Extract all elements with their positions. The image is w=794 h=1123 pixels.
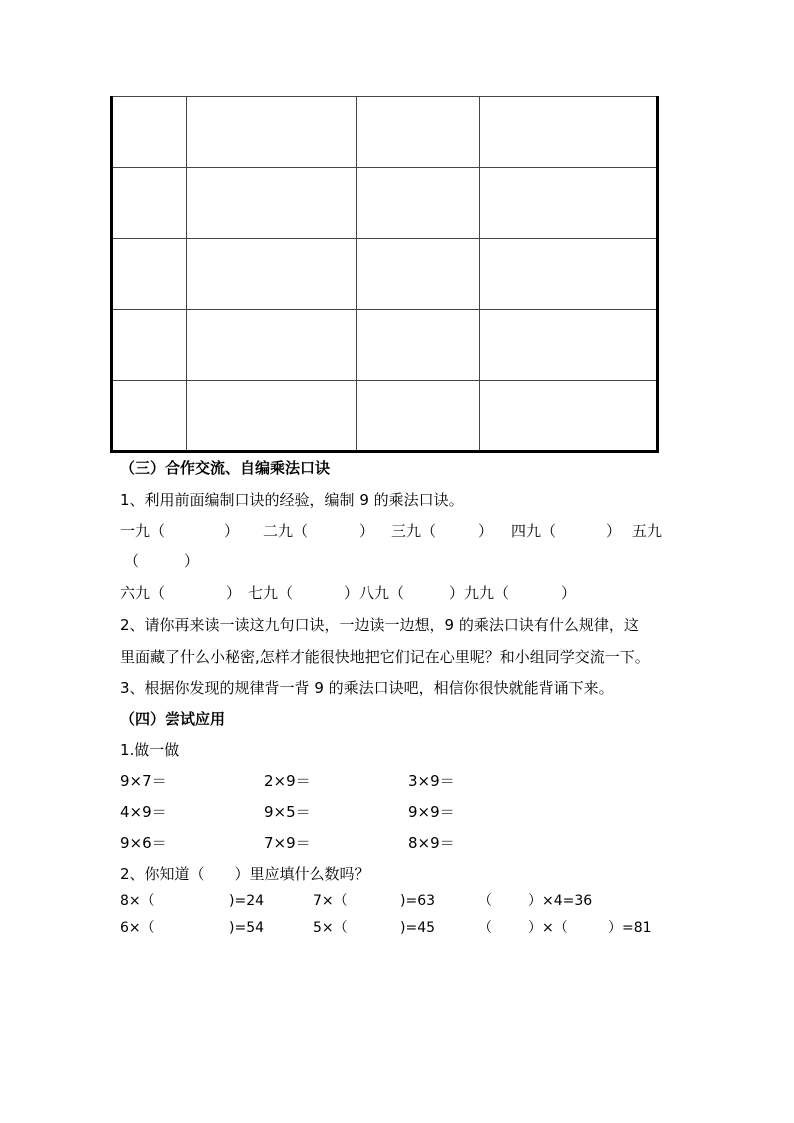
calc-item: 9×5＝ [264,803,311,821]
calc-item: 8×9＝ [408,834,455,852]
blank-label-4x9: 四九（ [511,522,557,540]
table-cell[interactable] [187,381,357,452]
fill-item: )=45 [400,920,436,936]
blank-close: ） [184,552,200,570]
section3-question2-line1: 2、请你再来读一读这九句口诀，一边读一边想，9 的乘法口诀有什么规律，这 [120,616,639,634]
section3-heading: （三）合作交流、自编乘法口诀 [120,459,331,477]
calc-item: 3×9＝ [408,772,455,790]
section3-question3: 3、根据你发现的规律背一背 9 的乘法口诀吧，相信你很快就能背诵下来。 [120,679,614,697]
section3-question1: 1、利用前面编制口诀的经验，编制 9 的乘法口诀。 [120,491,464,509]
table-cell[interactable] [357,168,480,239]
table-cell[interactable] [357,239,480,310]
blank-grid-table [110,96,659,453]
table-cell[interactable] [357,381,480,452]
blank-label-9x9: ）九九（ [449,584,510,602]
fill-item: ）×（ [528,920,568,936]
fill-item: 6×（ [120,920,155,936]
section3-question2-line2: 里面藏了什么小秘密,怎样才能很快地把它们记在心里呢？和小组同学交流一下。 [120,648,650,666]
table-row [112,168,658,239]
fill-item: ）=81 [608,920,652,936]
calc-item: 9×6＝ [120,834,167,852]
table-row [112,97,658,168]
calc-item: 9×9＝ [408,803,455,821]
blank-label-1x9: 一九（ [120,522,166,540]
table-cell[interactable] [187,310,357,381]
section4-sub2: 2、你知道（ ）里应填什么数吗？ [120,865,370,883]
blank-label-7x9: 七九（ [248,584,294,602]
table-cell[interactable] [480,168,658,239]
table-cell[interactable] [187,97,357,168]
fill-item: 5×（ [313,920,348,936]
blank-close: ） [224,522,240,540]
blank-open: （ [124,552,140,570]
table-cell[interactable] [112,239,187,310]
table-cell[interactable] [480,310,658,381]
section4-heading: （四）尝试应用 [120,710,226,728]
blank-close: ） [606,522,622,540]
table-cell[interactable] [480,239,658,310]
fill-item: 7×（ [313,893,348,909]
table-cell[interactable] [112,381,187,452]
fill-item: ）×4=36 [528,893,593,909]
table-cell[interactable] [112,168,187,239]
blank-close: ） [359,522,375,540]
section4-sub1: 1.做一做 [120,741,180,759]
fill-item: （ [478,920,492,936]
fill-item: （ [478,893,492,909]
table-cell[interactable] [357,310,480,381]
table-cell[interactable] [187,168,357,239]
fill-item: )=24 [229,893,265,909]
blank-label-2x9: 二九（ [263,522,309,540]
table-row [112,310,658,381]
blank-label-5x9: 五九 [632,522,663,540]
table-cell[interactable] [357,97,480,168]
fill-item: 8×（ [120,893,155,909]
table-row [112,239,658,310]
table-cell[interactable] [112,97,187,168]
blank-label-6x9: 六九（ [120,584,166,602]
calc-item: 7×9＝ [264,834,311,852]
table-cell[interactable] [480,97,658,168]
blank-close: ） [478,522,494,540]
calc-item: 2×9＝ [264,772,311,790]
fill-item: )=54 [229,920,265,936]
blank-label-3x9: 三九（ [391,522,437,540]
table-row [112,381,658,452]
table-cell[interactable] [187,239,357,310]
calc-item: 4×9＝ [120,803,167,821]
blank-close: ） [226,584,242,602]
table-cell[interactable] [480,381,658,452]
calc-item: 9×7＝ [120,772,167,790]
fill-item: )=63 [400,893,436,909]
table-cell[interactable] [112,310,187,381]
blank-close: ） [561,584,577,602]
blank-label-8x9: ）八九（ [344,584,405,602]
